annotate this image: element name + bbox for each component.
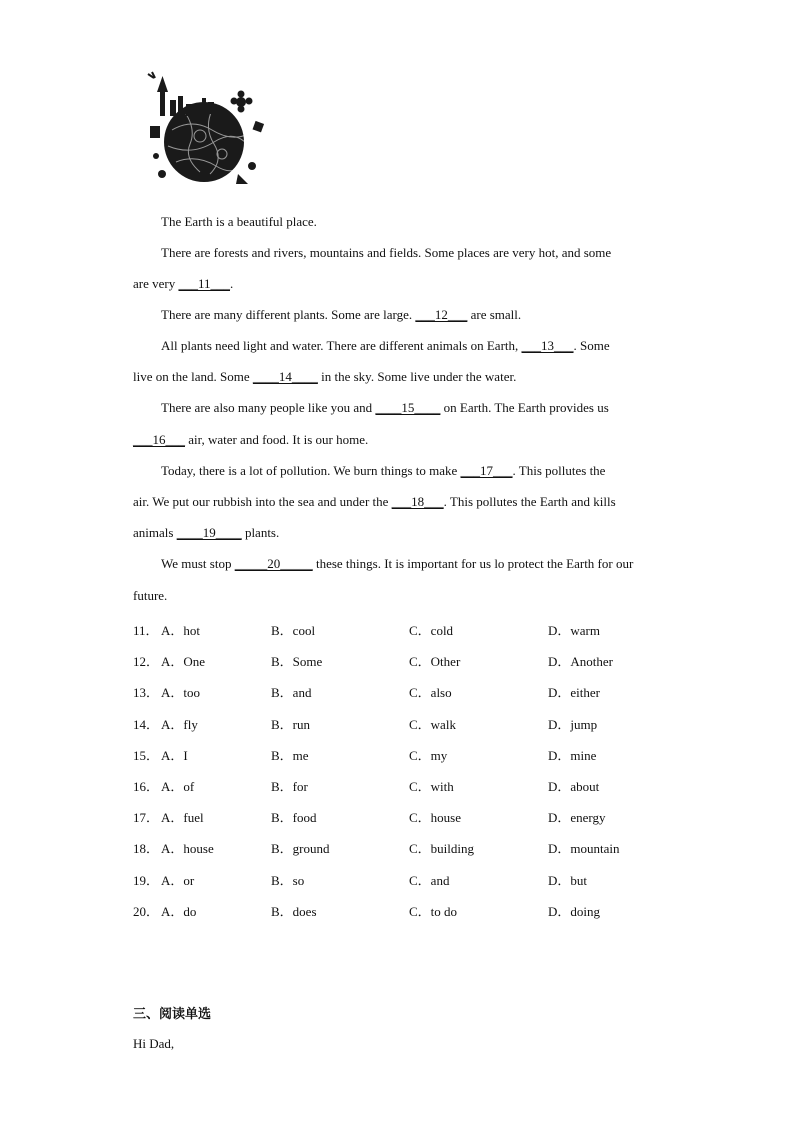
passage-p2-line2: are very ___11___. [133, 276, 234, 291]
option-d[interactable]: D．energy [548, 810, 606, 825]
passage-p5-line1: There are also many people like you and ____15____ on Earth. The Earth provides us [161, 400, 609, 415]
option-d[interactable]: D．either [548, 685, 600, 700]
option-b[interactable]: B．ground [271, 841, 330, 856]
option-a[interactable]: A．hot [161, 623, 201, 638]
option-a[interactable]: A．do [161, 904, 197, 919]
question-number: 14． [133, 717, 160, 732]
option-c[interactable]: C．Other [409, 654, 461, 669]
passage-p6-line3: animals ____19____ plants. [133, 525, 280, 540]
blank-16[interactable]: ___16___ [133, 432, 185, 447]
option-a[interactable]: A．house [161, 841, 214, 856]
passage-p5-line2: ___16___ air, water and food. It is our home. [133, 432, 369, 447]
option-c[interactable]: C．also [409, 685, 452, 700]
option-a[interactable]: A．of [161, 779, 195, 794]
question-row [133, 682, 693, 702]
option-d[interactable]: D．doing [548, 904, 601, 919]
option-c[interactable]: C．to do [409, 904, 458, 919]
passage-p6-line1: Today, there is a lot of pollution. We burn things to make ___17___. This pollutes the [161, 463, 606, 478]
blank-18[interactable]: ___18___ [391, 494, 444, 509]
option-b[interactable]: B．for [271, 779, 308, 794]
question-row [133, 901, 693, 921]
question-row [133, 807, 693, 827]
question-number: 17． [133, 810, 160, 825]
question-row [133, 714, 693, 734]
option-b[interactable]: B．food [271, 810, 317, 825]
option-c[interactable]: C．and [409, 873, 450, 888]
question-row [133, 838, 693, 858]
option-a[interactable]: A．One [161, 654, 206, 669]
blank-17[interactable]: ___17___ [460, 463, 513, 478]
section-title: 三、阅读单选 [133, 1007, 212, 1022]
blank-12[interactable]: ___12___ [415, 307, 468, 322]
option-c[interactable]: C．building [409, 841, 475, 856]
question-row [133, 776, 693, 796]
option-d[interactable]: D．about [548, 779, 600, 794]
option-a[interactable]: A．or [161, 873, 195, 888]
question-number: 20． [133, 904, 160, 919]
passage-p1: The Earth is a beautiful place. [161, 214, 317, 229]
option-a[interactable]: A．I [161, 748, 188, 763]
letter-greeting: Hi Dad, [133, 1036, 175, 1051]
option-c[interactable]: C．with [409, 779, 454, 794]
option-b[interactable]: B．so [271, 873, 305, 888]
blank-11[interactable]: ___11___ [178, 276, 230, 291]
option-c[interactable]: C．my [409, 748, 448, 763]
question-row [133, 745, 693, 765]
option-b[interactable]: B．and [271, 685, 312, 700]
question-row [133, 870, 693, 890]
question-number: 18． [133, 841, 160, 856]
question-number: 13． [133, 685, 160, 700]
option-a[interactable]: A．fuel [161, 810, 204, 825]
question-number: 12． [133, 654, 160, 669]
blank-19[interactable]: ____19____ [176, 525, 242, 540]
passage-p3: There are many different plants. Some are large. ___12___ are small. [161, 307, 522, 322]
passage-p4-line1: All plants need light and water. There are different animals on Earth, ___13___. Some [161, 338, 610, 353]
option-d[interactable]: D．but [548, 873, 588, 888]
question-number: 11． [133, 623, 159, 638]
option-b[interactable]: B．Some [271, 654, 323, 669]
passage-p7-line1: We must stop _____20_____ these things. It is important for us lo protect the Earth for our [161, 556, 634, 571]
question-row [133, 620, 693, 640]
passage-p2-line1: There are forests and rivers, mountains and fields. Some places are very hot, and some [161, 245, 612, 260]
question-row [133, 651, 693, 671]
option-c[interactable]: C．walk [409, 717, 456, 732]
option-d[interactable]: D．warm [548, 623, 600, 638]
option-d[interactable]: D．mountain [548, 841, 620, 856]
option-c[interactable]: C．cold [409, 623, 454, 638]
question-number: 15． [133, 748, 160, 763]
question-number: 19． [133, 873, 160, 888]
earth-city-illustration [142, 70, 270, 194]
option-c[interactable]: C．house [409, 810, 462, 825]
blank-15[interactable]: ____15____ [375, 400, 441, 415]
blank-20[interactable]: _____20_____ [234, 556, 313, 571]
option-d[interactable]: D．mine [548, 748, 597, 763]
passage-p4-line2: live on the land. Some ____14____ in the sky. Some live under the water. [133, 369, 517, 384]
option-a[interactable]: A．fly [161, 717, 198, 732]
passage-p6-line2: air. We put our rubbish into the sea and under the ___18___. This pollutes the Earth and kills [133, 494, 616, 509]
option-d[interactable]: D．jump [548, 717, 598, 732]
blank-13[interactable]: ___13___ [521, 338, 574, 353]
passage-p7-line2: future. [133, 588, 168, 603]
option-a[interactable]: A．too [161, 685, 201, 700]
option-d[interactable]: D．Another [548, 654, 613, 669]
blank-14[interactable]: ____14____ [252, 369, 318, 384]
option-b[interactable]: B．me [271, 748, 309, 763]
option-b[interactable]: B．does [271, 904, 317, 919]
option-b[interactable]: B．cool [271, 623, 316, 638]
question-number: 16． [133, 779, 160, 794]
option-b[interactable]: B．run [271, 717, 311, 732]
